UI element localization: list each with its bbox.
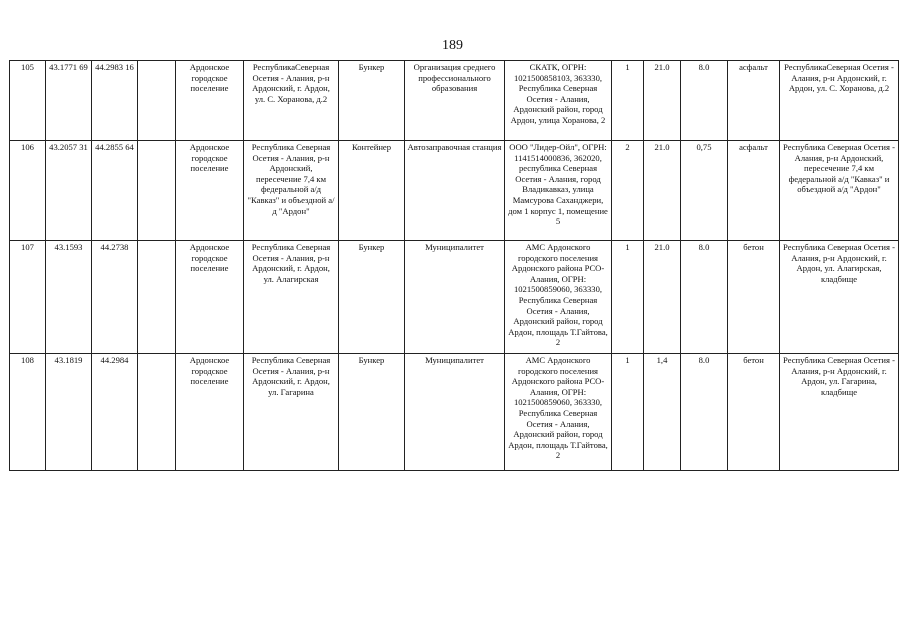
cell-owner: АМС Ардонского городского поселения Ардонского района РСО-Алания, ОГРН: 1021500859060, 363330, Республика Северная Осетия - Алания, Ардонский район, город Ардон, площадь Т.Гайтова, 2 xyxy=(505,354,612,471)
cell-blank xyxy=(138,241,176,354)
cell-surface: асфальт xyxy=(728,61,780,141)
cell-number: 106 xyxy=(10,141,46,241)
cell-address: Республика Северная Осетия - Алания, р-н Ардонский, г. Ардон, ул. Гагарина xyxy=(244,354,339,471)
cell-longitude: 44.2738 xyxy=(92,241,138,354)
cell-waste-source: Организация среднего профессионального образования xyxy=(405,61,505,141)
cell-count: 1 xyxy=(612,354,644,471)
cell-address: Республика Северная Осетия - Алания, р-н Ардонский, пересечение 7,4 км федеральной а/д "Кавказ" и объездной а/д "Ардон" xyxy=(244,141,339,241)
cell-settlement: Ардонское городское поселение xyxy=(176,61,244,141)
table-row xyxy=(10,141,899,241)
cell-address: РеспубликаСеверная Осетия - Алания, р-н Ардонский, г. Ардон, ул. С. Хоранова, д.2 xyxy=(244,61,339,141)
cell-surface: бетон xyxy=(728,241,780,354)
cell-owner: СКАТК, ОГРН: 1021500858103, 363330, Республика Северная Осетия - Алания, Ардонский район, город Ардон, улица Хоранова, 2 xyxy=(505,61,612,141)
cell-area: 21.0 xyxy=(644,241,681,354)
cell-count: 1 xyxy=(612,241,644,354)
cell-blank xyxy=(138,141,176,241)
cell-address: Республика Северная Осетия - Алания, р-н Ардонский, г. Ардон, ул. Алагирская xyxy=(244,241,339,354)
cell-waste-source: Автозаправочная станция xyxy=(405,141,505,241)
table-row xyxy=(10,241,899,354)
cell-count: 2 xyxy=(612,141,644,241)
cell-area: 21.0 xyxy=(644,61,681,141)
cell-container-type: Бункер xyxy=(339,61,405,141)
cell-location: Республика Северная Осетия - Алания, р-н Ардонский, пересечение 7,4 км федеральной а/д "Кавказ" и объездной а/д "Ардон" xyxy=(780,141,899,241)
page-number: 189 xyxy=(442,38,463,53)
cell-location: Республика Северная Осетия - Алания, р-н Ардонский, г. Ардон, ул. Гагарина, кладбище xyxy=(780,354,899,471)
cell-owner: АМС Ардонского городского поселения Ардонского района РСО-Алания, ОГРН: 1021500859060, 363330, Республика Северная Осетия - Алания, Ардонский район, город Ардон, площадь Т.Гайтова, 2 xyxy=(505,241,612,354)
cell-area: 21.0 xyxy=(644,141,681,241)
cell-longitude: 44.2855 64 xyxy=(92,141,138,241)
cell-latitude: 43.1819 xyxy=(46,354,92,471)
cell-settlement: Ардонское городское поселение xyxy=(176,354,244,471)
cell-waste-source: Муниципалитет xyxy=(405,354,505,471)
cell-settlement: Ардонское городское поселение xyxy=(176,141,244,241)
cell-location: РеспубликаСеверная Осетия - Алания, р-н Ардонский, г. Ардон, ул. С. Хоранова, д.2 xyxy=(780,61,899,141)
cell-waste-source: Муниципалитет xyxy=(405,241,505,354)
cell-blank xyxy=(138,61,176,141)
cell-longitude: 44.2984 xyxy=(92,354,138,471)
cell-latitude: 43.2057 31 xyxy=(46,141,92,241)
cell-surface: бетон xyxy=(728,354,780,471)
cell-number: 108 xyxy=(10,354,46,471)
cell-settlement: Ардонское городское поселение xyxy=(176,241,244,354)
cell-number: 105 xyxy=(10,61,46,141)
cell-volume: 0,75 xyxy=(681,141,728,241)
cell-container-type: Бункер xyxy=(339,241,405,354)
waste-sites-table xyxy=(9,60,899,471)
cell-volume: 8.0 xyxy=(681,354,728,471)
cell-location: Республика Северная Осетия - Алания, р-н Ардонский, г. Ардон, ул. Алагирская, кладбище xyxy=(780,241,899,354)
cell-blank xyxy=(138,354,176,471)
table-row xyxy=(10,61,899,141)
cell-latitude: 43.1771 69 xyxy=(46,61,92,141)
cell-count: 1 xyxy=(612,61,644,141)
cell-volume: 8.0 xyxy=(681,61,728,141)
cell-container-type: Бункер xyxy=(339,354,405,471)
cell-volume: 8.0 xyxy=(681,241,728,354)
cell-surface: асфальт xyxy=(728,141,780,241)
cell-container-type: Контейнер xyxy=(339,141,405,241)
table-row xyxy=(10,354,899,471)
cell-latitude: 43.1593 xyxy=(46,241,92,354)
cell-area: 1,4 xyxy=(644,354,681,471)
cell-owner: ООО "Лидер-Ойл", ОГРН: 1141514000836, 362020, республика Северная Осетия - Алания, город Владикавказ, улица Мамсурова Саханджери, дом 1 корпус 1, помещение 5 xyxy=(505,141,612,241)
cell-longitude: 44.2983 16 xyxy=(92,61,138,141)
cell-number: 107 xyxy=(10,241,46,354)
